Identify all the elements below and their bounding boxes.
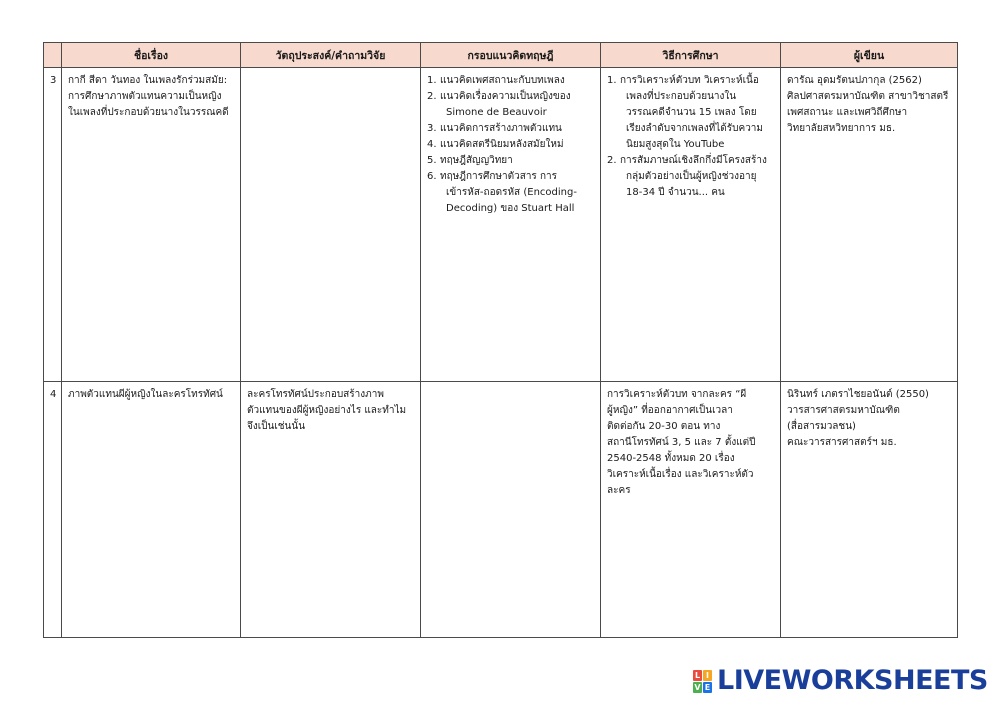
logo-mark-tile: E bbox=[704, 682, 711, 692]
cell-line: วิเคราะห์เนื้อเรื่อง และวิเคราะห์ตัว bbox=[607, 468, 754, 480]
item-number: 3. bbox=[427, 123, 437, 134]
cell-line: กลุ่มตัวอย่างเป็นผู้หญิงช่วงอายุ bbox=[626, 171, 757, 182]
list-item bbox=[427, 137, 594, 153]
cell-line: นิรินทร์ เภตราไชยอนันต์ (2550) bbox=[787, 388, 929, 400]
cell-line: Simone de Beauvoir bbox=[446, 107, 547, 118]
item-number: 1. bbox=[427, 75, 437, 86]
list-item bbox=[427, 169, 594, 217]
cell-line: 2540-2548 ทั้งหมด 20 เรื่อง bbox=[607, 452, 735, 464]
cell-line: ละครโทรทัศน์ประกอบสร้างภาพ bbox=[247, 388, 384, 400]
cell-line: วารสารศาสตรมหาบัณฑิต bbox=[787, 404, 900, 416]
cell-line: เพลงที่ประกอบด้วยนางใน bbox=[626, 91, 737, 102]
list-item bbox=[607, 153, 774, 201]
cell-line: จึงเป็นเช่นนั้น bbox=[247, 420, 306, 432]
cell-line: เข้ารหัส-ถอดรหัส (Encoding- bbox=[446, 187, 577, 198]
item-number: 2. bbox=[427, 91, 437, 102]
table-header-row bbox=[44, 43, 958, 68]
cell-line: นิยมสูงสุดใน YouTube bbox=[626, 139, 725, 150]
row-number: 4 bbox=[44, 381, 62, 637]
cell-line: (สื่อสารมวลชน) bbox=[787, 420, 856, 432]
table-row bbox=[44, 68, 958, 382]
cell-line: ตัวแทนของผีผู้หญิงอย่างไร และทำไม bbox=[247, 404, 407, 416]
cell-line: ติดต่อกัน 20-30 ตอน ทาง bbox=[607, 420, 721, 432]
cell-framework bbox=[421, 68, 601, 382]
cell-title bbox=[62, 381, 241, 637]
logo-mark-tile: V bbox=[694, 682, 701, 692]
cell-line: กากี สีดา วันทอง ในเพลงรักร่วมสมัย: bbox=[68, 75, 228, 86]
cell-line: สถานีโทรทัศน์ 3, 5 และ 7 ตั้งแต่ปี bbox=[607, 436, 756, 448]
cell-line: Decoding) ของ Stuart Hall bbox=[446, 203, 575, 214]
cell-line: 18-34 ปี จำนวน... คน bbox=[626, 187, 725, 198]
list-item bbox=[427, 89, 594, 121]
cell-objective bbox=[241, 68, 421, 382]
logo-text: LIVEWORKSHEETS bbox=[717, 665, 988, 696]
cell-line: ทฤษฎีสัญญวิทยา bbox=[440, 155, 513, 166]
cell-line: แนวคิดการสร้างภาพตัวแทน bbox=[440, 123, 562, 134]
cell-objective bbox=[241, 381, 421, 637]
header-method: วิธีการศึกษา bbox=[601, 43, 781, 68]
cell-line: แนวคิดเพศสถานะกับบทเพลง bbox=[440, 75, 565, 86]
research-summary-table bbox=[43, 42, 958, 638]
cell-line: การวิเคราะห์ตัวบท จากละคร “ผี bbox=[607, 388, 747, 400]
header-number bbox=[44, 43, 62, 68]
header-framework: กรอบแนวคิดทฤษฎี bbox=[421, 43, 601, 68]
item-number: 5. bbox=[427, 155, 437, 166]
cell-author bbox=[781, 381, 958, 637]
item-number: 6. bbox=[427, 171, 437, 182]
cell-line: วิทยาลัยสหวิทยาการ มธ. bbox=[787, 123, 896, 134]
list-item bbox=[607, 73, 774, 153]
table-row bbox=[44, 381, 958, 637]
cell-author bbox=[781, 68, 958, 382]
header-objective: วัตถุประสงค์/คำถามวิจัย bbox=[241, 43, 421, 68]
cell-line: วรรณคดีจำนวน 15 เพลง โดย bbox=[626, 107, 757, 118]
row-number: 3 bbox=[44, 68, 62, 382]
cell-method bbox=[601, 381, 781, 637]
logo-mark-icon bbox=[693, 670, 712, 693]
cell-title bbox=[62, 68, 241, 382]
cell-line: คณะวารสารศาสตร์ฯ มธ. bbox=[787, 436, 897, 448]
cell-line: ภาพตัวแทนผีผู้หญิงในละครโทรทัศน์ bbox=[68, 388, 223, 400]
cell-line: แนวคิดเรื่องความเป็นหญิงของ bbox=[440, 91, 571, 102]
cell-line: แนวคิดสตรีนิยมหลังสมัยใหม่ bbox=[440, 139, 564, 150]
cell-line: ละคร bbox=[607, 484, 631, 496]
cell-line: เพศสถานะ และเพศวิถีศึกษา bbox=[787, 107, 908, 118]
cell-line: ผู้หญิง” ที่ออกอากาศเป็นเวลา bbox=[607, 404, 733, 416]
list-item bbox=[427, 73, 594, 89]
logo-mark-tile: I bbox=[703, 670, 712, 681]
list-item bbox=[427, 121, 594, 137]
cell-line: ในเพลงที่ประกอบด้วยนางในวรรณคดี bbox=[68, 107, 229, 118]
cell-line: การวิเคราะห์ตัวบท วิเคราะห์เนื้อ bbox=[620, 75, 759, 86]
header-author: ผู้เขียน bbox=[781, 43, 958, 68]
list-item bbox=[427, 153, 594, 169]
item-number: 1. bbox=[607, 75, 617, 86]
logo-mark-tile: L bbox=[694, 670, 701, 680]
cell-framework bbox=[421, 381, 601, 637]
cell-line: เรียงลำดับจากเพลงที่ได้รับความ bbox=[626, 123, 764, 134]
framework-list bbox=[427, 73, 594, 217]
item-number: 4. bbox=[427, 139, 437, 150]
item-number: 2. bbox=[607, 155, 617, 166]
cell-method bbox=[601, 68, 781, 382]
liveworksheets-logo bbox=[693, 666, 988, 696]
cell-line: ทฤษฎีการศึกษาตัวสาร การ bbox=[440, 171, 558, 182]
method-list bbox=[607, 73, 774, 201]
cell-line: การศึกษาภาพตัวแทนความเป็นหญิง bbox=[68, 91, 222, 102]
cell-line: การสัมภาษณ์เชิงลึกกึ่งมีโครงสร้าง bbox=[620, 155, 767, 166]
cell-line: ศิลปศาสตรมหาบัณฑิต สาขาวิชาสตรี bbox=[787, 91, 949, 102]
cell-line: ดารัณ อุดมรัตนปภากุล (2562) bbox=[787, 75, 922, 86]
header-title: ชื่อเรื่อง bbox=[62, 43, 241, 68]
